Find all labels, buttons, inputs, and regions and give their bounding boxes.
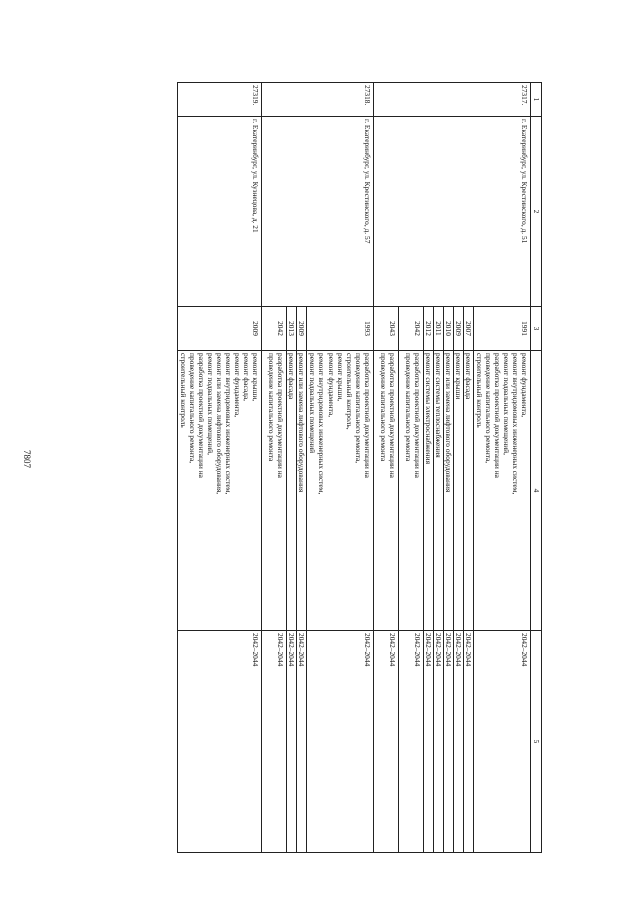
work-line: ремонт или замена лифтового оборудования — [297, 353, 307, 493]
work-line: ремонт подвальных помещений, — [206, 353, 216, 455]
works-cell — [178, 351, 262, 631]
year-cell: 2009 — [178, 307, 262, 351]
period-cell: 2042–2044 — [433, 631, 443, 853]
works-cell — [262, 351, 287, 631]
work-line: разработка проектной документации на — [492, 353, 502, 478]
year-cell: 2010 — [443, 307, 453, 351]
year-cell: 2009 — [453, 307, 463, 351]
table-row — [307, 83, 373, 853]
period-cell: 2042–2044 — [297, 631, 307, 853]
period-cell: 2042–2044 — [473, 631, 530, 853]
work-line: разработка проектной документации на — [387, 353, 397, 478]
period-cell: 2042–2044 — [307, 631, 373, 853]
year-cell: 1993 — [307, 307, 373, 351]
work-line: ремонт фундамента, — [326, 353, 336, 418]
year-cell: 2012 — [423, 307, 433, 351]
building-address: г. Екатеринбург, ул. Крестинского, д. 51 — [373, 117, 530, 307]
work-line: строительный контроль — [474, 353, 484, 428]
work-line: ремонт внутридомовых инженерных систем, — [224, 353, 234, 495]
year-cell: 2013 — [287, 307, 297, 351]
works-cell — [443, 351, 453, 631]
works-cell — [463, 351, 473, 631]
period-cell: 2042–2044 — [262, 631, 287, 853]
table-row — [178, 83, 262, 853]
work-line: ремонт или замена лифтового оборудования — [443, 353, 453, 493]
period-cell: 2042–2044 — [423, 631, 433, 853]
work-line: ремонт фасада — [463, 353, 473, 400]
year-cell: 2043 — [373, 307, 398, 351]
row-number: 27319. — [178, 83, 262, 117]
header-cell: 5 — [531, 631, 542, 853]
header-cell: 3 — [531, 307, 542, 351]
work-line: ремонт фасада — [287, 353, 297, 400]
work-line: ремонт внутридомовых инженерных систем, — [317, 353, 327, 495]
work-line: ремонт крыши, — [251, 353, 261, 402]
period-cell: 2042–2044 — [453, 631, 463, 853]
work-line: ремонт подвальных помещений, — [501, 353, 511, 455]
period-cell: 2042–2044 — [178, 631, 262, 853]
works-cell — [297, 351, 307, 631]
work-line: проведение капитального ремонта — [378, 353, 388, 462]
works-cell — [398, 351, 423, 631]
year-cell: 2007 — [463, 307, 473, 351]
works-cell — [453, 351, 463, 631]
work-line: проведение капитального ремонта, — [353, 353, 363, 464]
work-line: проведение капитального ремонта — [267, 353, 277, 462]
work-line: ремонт внутридомовых инженерных систем, — [510, 353, 520, 495]
year-cell: 1991 — [473, 307, 530, 351]
header-cell: 1 — [531, 83, 542, 117]
work-line: разработка проектной документации на — [362, 353, 372, 478]
work-line: ремонт крыши, — [335, 353, 345, 402]
row-number: 27317. — [373, 83, 530, 117]
rotated-page — [87, 82, 542, 852]
table-body — [178, 83, 531, 853]
page-number: 7807 — [22, 450, 32, 468]
works-cell — [473, 351, 530, 631]
period-cell: 2042–2044 — [287, 631, 297, 853]
work-line: строительный контроль — [179, 353, 189, 428]
works-cell — [287, 351, 297, 631]
work-line: проведение капитального ремонта, — [188, 353, 198, 464]
works-cell — [423, 351, 433, 631]
header-row — [531, 83, 542, 853]
period-cell: 2042–2044 — [398, 631, 423, 853]
works-cell — [433, 351, 443, 631]
work-line: ремонт системы теплоснабжения — [433, 353, 443, 458]
year-cell: 2042 — [262, 307, 287, 351]
work-line: разработка проектной документации на — [197, 353, 207, 478]
work-line: ремонт фундамента, — [233, 353, 243, 418]
header-cell: 2 — [531, 117, 542, 307]
header-cell: 4 — [531, 351, 542, 631]
repair-schedule-table — [177, 82, 542, 853]
period-cell: 2042–2044 — [373, 631, 398, 853]
works-cell — [307, 351, 373, 631]
year-cell: 2042 — [398, 307, 423, 351]
work-line: ремонт подвальных помещений — [308, 353, 318, 454]
building-address: г. Екатеринбург, ул. Кузнецова, д. 21 — [178, 117, 262, 307]
year-cell: 2009 — [297, 307, 307, 351]
work-line: разработка проектной документации на — [276, 353, 286, 478]
work-line: проведение капитального ремонта, — [483, 353, 493, 464]
work-line: строительный контроль, — [344, 353, 354, 430]
work-line: ремонт фундамента, — [520, 353, 529, 418]
table-row — [473, 83, 530, 853]
works-cell — [373, 351, 398, 631]
work-line: проведение капитального ремонта — [403, 353, 413, 462]
row-number: 27318. — [262, 83, 373, 117]
period-cell: 2042–2044 — [463, 631, 473, 853]
work-line: ремонт системы электроснабжения — [423, 353, 433, 464]
work-line: разработка проектной документации на — [412, 353, 422, 478]
work-line: ремонт или замена лифтового оборудования, — [215, 353, 225, 495]
work-line: ремонт крыши — [453, 353, 463, 400]
year-cell: 2011 — [433, 307, 443, 351]
building-address: г. Екатеринбург, ул. Крестинского, д. 57 — [262, 117, 373, 307]
work-line: ремонт фасада, — [242, 353, 252, 401]
period-cell: 2042–2044 — [443, 631, 453, 853]
